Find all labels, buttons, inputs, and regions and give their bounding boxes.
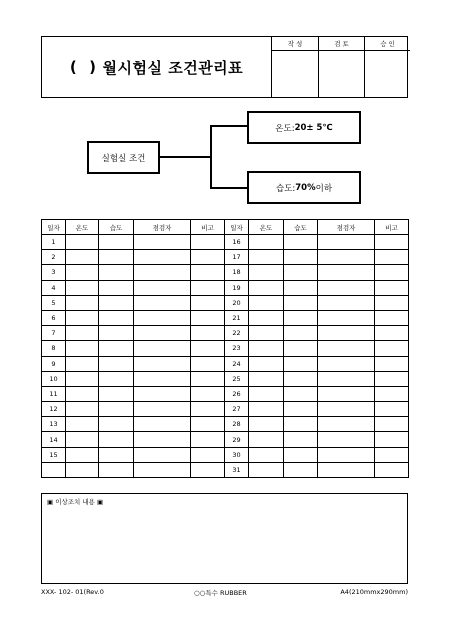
humidity-cell[interactable] [284, 447, 318, 462]
note-cell[interactable] [191, 326, 225, 341]
condition-log-table [41, 219, 409, 478]
inspector-cell[interactable] [318, 432, 375, 447]
day-cell: 15 [42, 447, 66, 462]
table-row [42, 447, 409, 462]
temp-cell[interactable] [249, 265, 284, 280]
temp-cell[interactable] [66, 250, 99, 265]
col-header-inspector: 점검자 [318, 220, 375, 235]
inspector-cell[interactable] [134, 432, 191, 447]
table-row [42, 386, 409, 401]
temp-cell[interactable] [66, 371, 99, 386]
humidity-cell[interactable] [284, 341, 318, 356]
note-cell[interactable] [191, 417, 225, 432]
day-cell: 19 [225, 280, 249, 295]
note-cell[interactable] [375, 250, 409, 265]
temp-cell[interactable] [66, 447, 99, 462]
approval-review-label: 검 토 [318, 37, 364, 51]
col-header-date: 일자 [42, 220, 66, 235]
inspector-cell[interactable] [134, 265, 191, 280]
note-cell[interactable] [191, 295, 225, 310]
inspector-cell[interactable] [134, 250, 191, 265]
day-cell: 11 [42, 386, 66, 401]
table-row [42, 295, 409, 310]
note-cell[interactable] [375, 295, 409, 310]
day-cell: 13 [42, 417, 66, 432]
note-cell[interactable] [191, 341, 225, 356]
table-row [42, 235, 409, 250]
humidity-cell[interactable] [99, 356, 134, 371]
inspector-cell[interactable] [134, 295, 191, 310]
temp-cell[interactable] [249, 447, 284, 462]
day-cell: 27 [225, 402, 249, 417]
humidity-cell[interactable] [284, 356, 318, 371]
temp-cell[interactable] [66, 326, 99, 341]
day-cell: 25 [225, 371, 249, 386]
humidity-cell[interactable] [284, 432, 318, 447]
note-cell[interactable] [191, 250, 225, 265]
connector-top [210, 125, 248, 127]
temp-cell[interactable] [249, 250, 284, 265]
table-row [42, 402, 409, 417]
approval-written-signature[interactable] [272, 51, 318, 97]
col-header-date: 일자 [225, 220, 249, 235]
humidity-value: 70% [295, 182, 316, 193]
note-cell[interactable] [375, 432, 409, 447]
humidity-cell[interactable] [99, 280, 134, 295]
temp-cell[interactable] [66, 310, 99, 325]
inspector-cell[interactable] [318, 341, 375, 356]
day-cell: 10 [42, 371, 66, 386]
note-cell[interactable] [375, 326, 409, 341]
humidity-cell[interactable] [99, 462, 134, 477]
day-cell: 4 [42, 280, 66, 295]
humidity-cell[interactable] [99, 295, 134, 310]
humidity-cell[interactable] [99, 417, 134, 432]
table-row [42, 250, 409, 265]
inspector-cell[interactable] [318, 447, 375, 462]
temp-cell[interactable] [249, 326, 284, 341]
title-open-paren: ( [69, 58, 78, 76]
footer-paper-size: A4(210mmx290mm) [340, 588, 408, 596]
day-cell: 7 [42, 326, 66, 341]
footer-doc-code: XXX- 102- 01(Rev.0 [41, 588, 104, 596]
day-cell: 29 [225, 432, 249, 447]
note-cell[interactable] [375, 265, 409, 280]
temp-cell[interactable] [249, 402, 284, 417]
col-header-temp: 온도 [249, 220, 284, 235]
note-cell[interactable] [375, 356, 409, 371]
day-cell: 8 [42, 341, 66, 356]
note-cell[interactable] [375, 235, 409, 250]
note-cell[interactable] [375, 341, 409, 356]
humidity-cell[interactable] [99, 371, 134, 386]
inspector-cell[interactable] [134, 235, 191, 250]
humidity-cell[interactable] [284, 417, 318, 432]
day-cell: 20 [225, 295, 249, 310]
table-row [42, 341, 409, 356]
inspector-cell[interactable] [318, 417, 375, 432]
temp-cell[interactable] [249, 310, 284, 325]
day-cell: 23 [225, 341, 249, 356]
col-header-humidity: 습도 [99, 220, 134, 235]
temp-cell[interactable] [249, 462, 284, 477]
day-cell: 18 [225, 265, 249, 280]
note-cell[interactable] [191, 432, 225, 447]
table-row [42, 280, 409, 295]
temperature-box [247, 111, 361, 144]
lab-condition-box [87, 141, 160, 174]
temp-cell[interactable] [249, 295, 284, 310]
day-cell: 16 [225, 235, 249, 250]
temperature-label: 온도: [275, 123, 295, 134]
title-close-paren: ) [89, 58, 97, 76]
inspector-cell[interactable] [134, 371, 191, 386]
inspector-cell[interactable] [318, 250, 375, 265]
header-box [41, 36, 408, 98]
day-cell: 30 [225, 447, 249, 462]
humidity-cell[interactable] [99, 326, 134, 341]
day-cell: 21 [225, 310, 249, 325]
note-cell[interactable] [375, 310, 409, 325]
table-row [42, 265, 409, 280]
temp-cell[interactable] [66, 417, 99, 432]
day-cell: 26 [225, 386, 249, 401]
inspector-cell[interactable] [318, 356, 375, 371]
day-cell [42, 462, 66, 477]
note-cell[interactable] [191, 447, 225, 462]
table-row [42, 462, 409, 477]
day-cell: 12 [42, 402, 66, 417]
inspector-cell[interactable] [134, 310, 191, 325]
note-cell[interactable] [191, 462, 225, 477]
temp-cell[interactable] [66, 295, 99, 310]
temp-cell[interactable] [249, 386, 284, 401]
day-cell: 6 [42, 310, 66, 325]
note-cell[interactable] [191, 386, 225, 401]
note-cell[interactable] [191, 371, 225, 386]
humidity-cell[interactable] [99, 235, 134, 250]
connector-horizontal [159, 156, 211, 158]
lab-condition-label: 실험실 조건 [101, 153, 146, 164]
table-row [42, 310, 409, 325]
temp-cell[interactable] [249, 417, 284, 432]
humidity-cell[interactable] [99, 265, 134, 280]
humidity-label: 습도: [275, 183, 296, 194]
inspector-cell[interactable] [134, 447, 191, 462]
inspector-cell[interactable] [134, 341, 191, 356]
approval-written-label: 작 성 [272, 37, 318, 51]
col-header-temp: 온도 [66, 220, 99, 235]
inspector-cell[interactable] [318, 310, 375, 325]
day-cell: 3 [42, 265, 66, 280]
note-cell[interactable] [191, 280, 225, 295]
col-header-note: 비고 [191, 220, 225, 235]
temp-cell[interactable] [66, 386, 99, 401]
temp-cell[interactable] [66, 265, 99, 280]
humidity-cell[interactable] [284, 402, 318, 417]
day-cell: 17 [225, 250, 249, 265]
humidity-cell[interactable] [284, 265, 318, 280]
note-cell[interactable] [191, 310, 225, 325]
humidity-cell[interactable] [284, 326, 318, 341]
inspector-cell[interactable] [318, 386, 375, 401]
humidity-cell[interactable] [99, 250, 134, 265]
title-text: 월시험실 조건관리표 [102, 58, 244, 77]
inspector-cell[interactable] [318, 326, 375, 341]
temp-cell[interactable] [66, 356, 99, 371]
humidity-cell[interactable] [99, 310, 134, 325]
temp-cell[interactable] [66, 402, 99, 417]
humidity-cell[interactable] [284, 250, 318, 265]
day-cell: 9 [42, 356, 66, 371]
humidity-cell[interactable] [284, 371, 318, 386]
day-cell: 1 [42, 235, 66, 250]
temp-cell[interactable] [249, 432, 284, 447]
humidity-cell[interactable] [99, 402, 134, 417]
inspector-cell[interactable] [318, 402, 375, 417]
day-cell: 14 [42, 432, 66, 447]
humidity-cell[interactable] [284, 295, 318, 310]
temp-cell[interactable] [249, 235, 284, 250]
connector-vertical [210, 125, 212, 189]
table-row [42, 326, 409, 341]
table-row [42, 417, 409, 432]
note-cell[interactable] [375, 280, 409, 295]
temp-cell[interactable] [66, 280, 99, 295]
temp-cell[interactable] [249, 356, 284, 371]
humidity-suffix: 이하 [315, 183, 333, 194]
col-header-note: 비고 [375, 220, 409, 235]
humidity-cell[interactable] [284, 462, 318, 477]
temp-cell[interactable] [66, 462, 99, 477]
table-row [42, 432, 409, 447]
col-header-humidity: 습도 [284, 220, 318, 235]
table-row [42, 371, 409, 386]
approval-review-signature[interactable] [318, 51, 364, 97]
day-cell: 31 [225, 462, 249, 477]
day-cell: 5 [42, 295, 66, 310]
temp-cell[interactable] [66, 432, 99, 447]
note-cell[interactable] [191, 356, 225, 371]
humidity-box [247, 171, 361, 204]
inspector-cell[interactable] [318, 265, 375, 280]
note-cell[interactable] [375, 402, 409, 417]
temperature-value: 20± 5℃ [294, 122, 333, 133]
temp-cell[interactable] [249, 371, 284, 386]
humidity-cell[interactable] [284, 386, 318, 401]
day-cell: 22 [225, 326, 249, 341]
humidity-cell[interactable] [99, 341, 134, 356]
inspector-cell[interactable] [318, 235, 375, 250]
col-header-inspector: 점검자 [134, 220, 191, 235]
day-cell: 24 [225, 356, 249, 371]
inspector-cell[interactable] [134, 417, 191, 432]
inspector-cell[interactable] [318, 280, 375, 295]
page-title [42, 37, 271, 97]
humidity-cell[interactable] [284, 280, 318, 295]
humidity-cell[interactable] [99, 386, 134, 401]
remarks-label: ▣ 이상조치 내용 ▣ [47, 498, 104, 506]
table-row [42, 356, 409, 371]
humidity-cell[interactable] [284, 310, 318, 325]
inspector-cell[interactable] [318, 462, 375, 477]
temp-cell[interactable] [66, 341, 99, 356]
humidity-cell[interactable] [99, 447, 134, 462]
approval-approve-label: 승 인 [364, 37, 410, 51]
connector-bottom [210, 187, 248, 189]
inspector-cell[interactable] [134, 356, 191, 371]
inspector-cell[interactable] [134, 326, 191, 341]
inspector-cell[interactable] [134, 402, 191, 417]
approval-approve-signature[interactable] [364, 51, 410, 97]
note-cell[interactable] [375, 371, 409, 386]
approval-grid [271, 37, 409, 97]
footer-company: ○○특수 RUBBER [194, 589, 247, 597]
day-cell: 28 [225, 417, 249, 432]
table-header-row [42, 220, 409, 235]
note-cell[interactable] [375, 386, 409, 401]
inspector-cell[interactable] [318, 295, 375, 310]
humidity-cell[interactable] [99, 432, 134, 447]
note-cell[interactable] [191, 402, 225, 417]
day-cell: 2 [42, 250, 66, 265]
temp-cell[interactable] [249, 341, 284, 356]
note-cell[interactable] [191, 265, 225, 280]
humidity-cell[interactable] [284, 235, 318, 250]
note-cell[interactable] [375, 447, 409, 462]
inspector-cell[interactable] [134, 462, 191, 477]
inspector-cell[interactable] [134, 280, 191, 295]
temp-cell[interactable] [249, 280, 284, 295]
remarks-box[interactable] [41, 493, 408, 584]
inspector-cell[interactable] [318, 371, 375, 386]
temp-cell[interactable] [66, 235, 99, 250]
note-cell[interactable] [191, 235, 225, 250]
note-cell[interactable] [375, 462, 409, 477]
note-cell[interactable] [375, 417, 409, 432]
inspector-cell[interactable] [134, 386, 191, 401]
